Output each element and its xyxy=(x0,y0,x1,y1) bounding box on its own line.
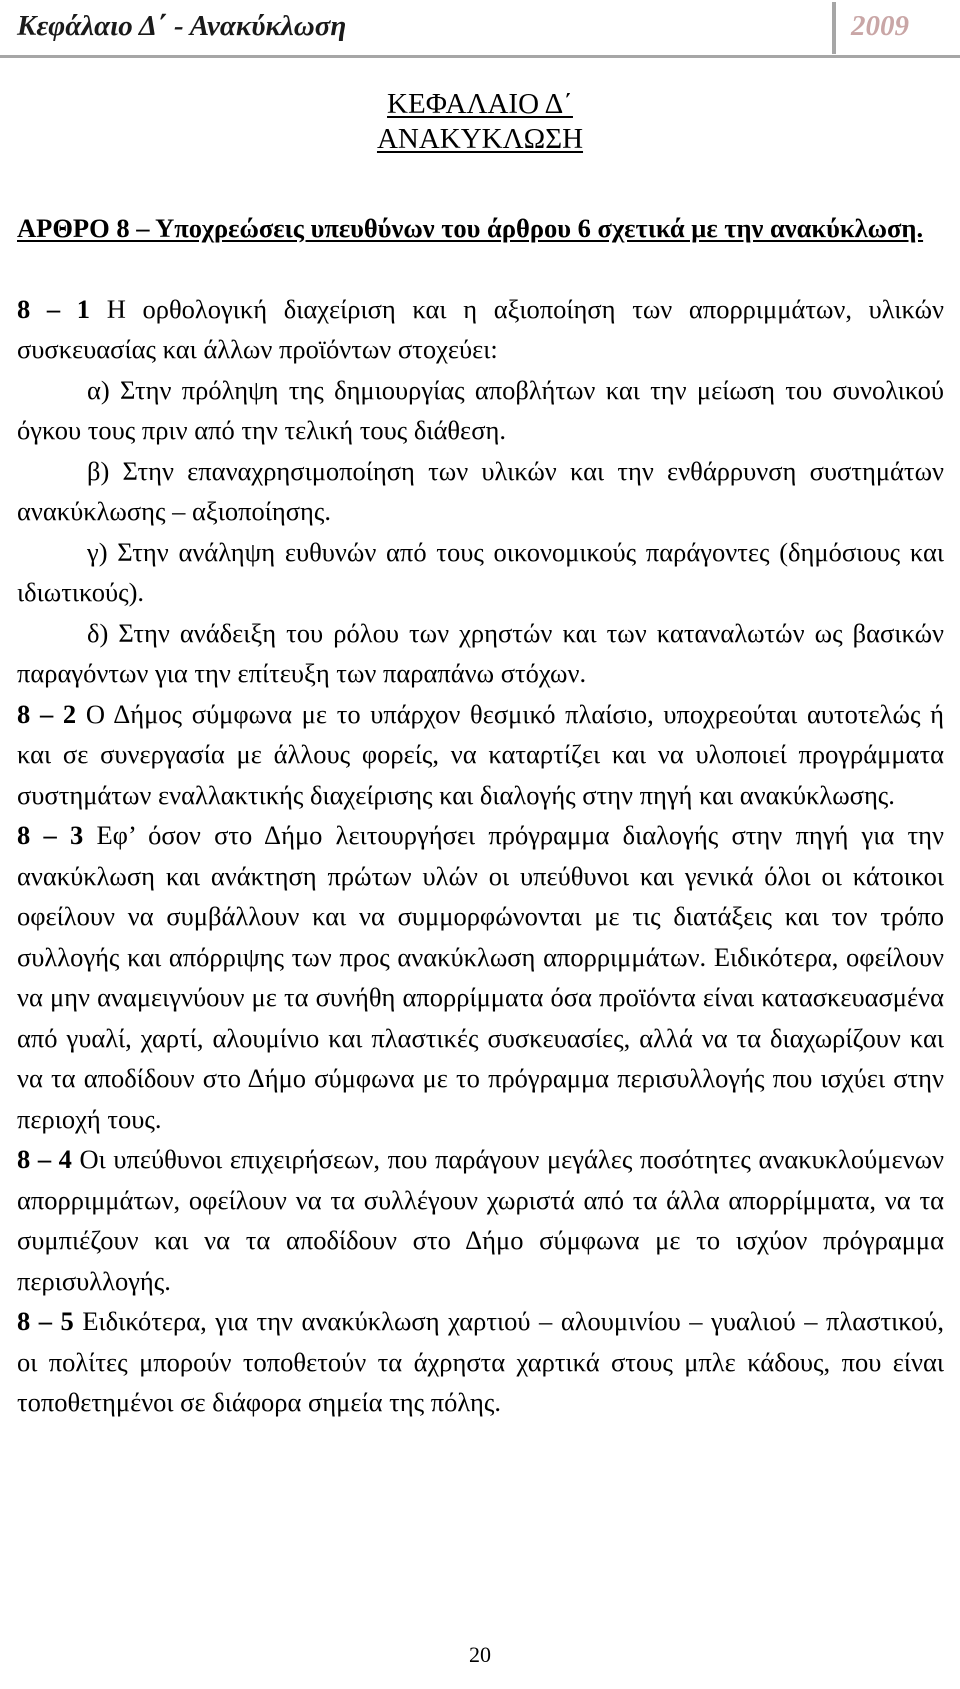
section-8-5 xyxy=(17,1301,944,1423)
header-rule xyxy=(0,55,960,58)
chapter-heading: ΚΕΦΑΛΑΙΟ Δ΄ xyxy=(387,88,573,120)
section-8-1 xyxy=(17,289,944,370)
list-item-b: β) Στην επαναχρησιμοποίηση των υλικών και την ενθάρρυνση συστημάτων ανακύκλωσης – αξιοποίησης. xyxy=(17,455,944,526)
list-item-c: γ) Στην ανάληψη ευθυνών από τους οικονομικούς παράγοντες (δημόσιους και ιδιωτικούς). xyxy=(17,536,944,607)
section-number: 8 – 4 xyxy=(17,1144,72,1174)
article-title: ΑΡΘΡΟ 8 – Υποχρεώσεις υπευθύνων του άρθρου 6 σχετικά με την ανακύκλωση. xyxy=(17,213,924,243)
document-body xyxy=(17,208,944,1423)
section-number: 8 – 2 xyxy=(17,698,77,729)
section-8-3 xyxy=(17,815,944,1139)
chapter-title: ΑΝΑΚΥΚΛΩΣΗ xyxy=(376,123,584,155)
section-8-4 xyxy=(17,1139,944,1301)
section-text: Οι υπεύθυνοι επιχειρήσεων, που παράγουν μεγάλες ποσότητες ανακυκλούμενων απορριμμάτων, οφείλουν να τα συλλέγουν χωριστά από τα άλλα απορρίμματα, να τα συμπιέζουν και να τα αποδίδουν στο Δήμο σύμφωνα με το ισχύον πρόγραμμα περισυλλογής. xyxy=(17,1144,944,1296)
section-number: 8 – 1 xyxy=(17,293,91,324)
spacer xyxy=(17,249,944,289)
header-year: 2009 xyxy=(851,10,909,42)
header-divider xyxy=(832,2,836,54)
section-text: Εφ’ όσον στο Δήμο λειτουργήσει πρόγραμμα διαλογής στην πηγή για την ανακύκλωση και ανάκτηση πρώτων υλών οι υπεύθυνοι και γενικά όλοι οι κάτοικοι οφείλουν να συμβάλλουν και να συμμορφώνονται με τις διατάξεις και τον τρόπο συλλογής και απόρριψης των προς ανακύκλωση απορριμμάτων. Ειδικότερα, οφείλουν να μην αναμειγνύουν με τα συνήθη απορρίμματα όσα προϊόντα είναι κατασκευασμένα από γυαλί, χαρτί, αλουμίνιο και πλαστικές συσκευασίες, αλλά να τα διαχωρίζουν και να τα αποδίδουν στο Δήμο σύμφωνα με το πρόγραμμα περισυλλογής που ισχύει στην περιοχή τους. xyxy=(17,820,945,1134)
section-text: Ο Δήμος σύμφωνα με το υπάρχον θεσμικό πλαίσιο, υποχρεούται αυτοτελώς ή και σε συνεργασία με άλλους φορείς, να καταρτίζει και να υλοποιεί προγράμματα συστημάτων εναλλακτικής διαχείρισης και διαλογής στην πηγή και ανακύκλωσης. xyxy=(17,698,944,810)
list-item-a: α) Στην πρόληψη της δημιουργίας αποβλήτων και την μείωση του συνολικού όγκου τους πριν από την τελική τους διάθεση. xyxy=(17,374,944,445)
page-header xyxy=(0,0,960,60)
section-number: 8 – 3 xyxy=(17,820,84,850)
page-number: 20 xyxy=(469,1642,491,1667)
section-text: Ειδικότερα, για την ανακύκλωση χαρτιού – αλουμινίου – γυαλιού – πλαστικού, οι πολίτες μπορούν τοποθετούν τα άχρηστα χαρτικά στους μπλε κάδους, που είναι τοποθετημένοι σε διάφορα σημεία της πόλης. xyxy=(17,1306,945,1417)
section-8-2 xyxy=(17,694,944,816)
header-title: Κεφάλαιο Δ΄ - Ανακύκλωση xyxy=(17,10,347,42)
section-number: 8 – 5 xyxy=(17,1306,74,1336)
section-text: Η ορθολογική διαχείριση και η αξιοποίηση των απορριμμάτων, υλικών συσκευασίας και άλλων προϊόντων στοχεύει: xyxy=(17,293,944,364)
list-item-d: δ) Στην ανάδειξη του ρόλου των χρηστών και των καταναλωτών ως βασικών παραγόντων για την επίτευξη των παραπάνω στόχων. xyxy=(17,617,944,688)
